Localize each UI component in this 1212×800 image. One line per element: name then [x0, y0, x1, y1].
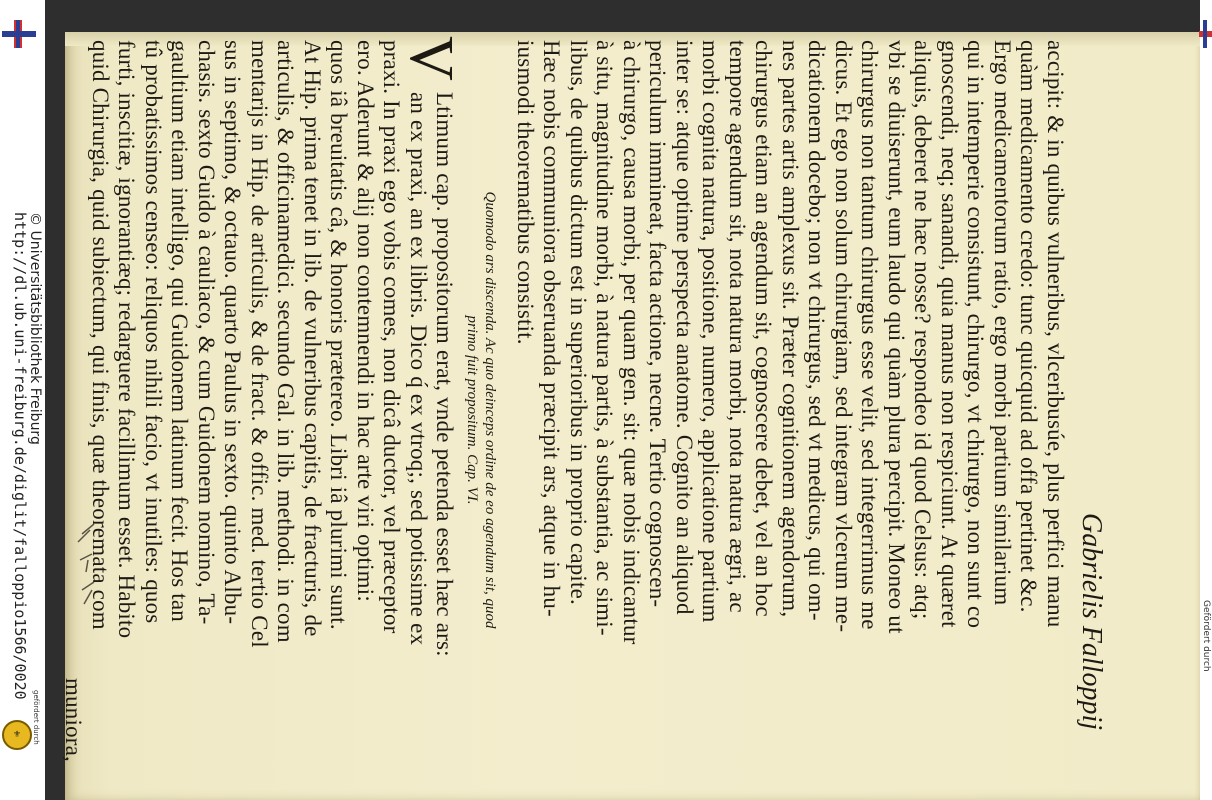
- text-line: furti, inscitiæ, ignorantiæq; redarguere facillimum esset. Habito: [114, 40, 140, 639]
- funding-text: gefördert durch: [32, 690, 40, 745]
- text-line: vbi se diuiserunt, eum laudo qui quàm plura percipit. Moneo ut: [884, 40, 909, 634]
- text-line: dicationem docebo; non vt chirurgus, sed vt medicus, qui om-: [804, 40, 830, 621]
- text-line: tempore agendum sit, nota natura morbi, nota natura ægri, ac: [725, 40, 750, 613]
- text-line: gaultium etiam intelligo, qui Guidonem latinum fecit. Hos tan: [167, 40, 193, 622]
- text-line: tû probatissimos censeo: reliquos nihili facio, vt inutiles: quos: [141, 40, 166, 624]
- text-line: Ergo medicamentorum ratio, ergo morbi partium similarium: [990, 40, 1015, 606]
- paragraph-after: [87, 40, 405, 780]
- text-line: articulis, & officinamedici. secundo Gal. in lib. methodi. in com: [273, 40, 299, 643]
- text-line: iusmodi theorematibus consistit.: [513, 40, 538, 345]
- text-line: à chirurgo, causa morbi, per quam gen. sit: quæ nobis indicantur: [619, 40, 644, 645]
- text-line: morbi cognita natura, positione, numero, applicatione partium: [698, 40, 724, 623]
- right-margin-label: Gefördert durch: [1201, 600, 1211, 672]
- page-text: [60, 36, 1110, 780]
- text-line: mentarijs in Hip. de articulis, & de fract. & offic. med. tertio Cel: [247, 40, 272, 648]
- paragraph-before: [512, 40, 1069, 780]
- chapter-first-line-text: Ltimum cap. propositorum erat, vnde petenda esset hæc ars:: [432, 92, 458, 657]
- drop-capital: V: [397, 36, 466, 81]
- text-line: periculum immineat, facta actione, necne. Tertio cognoscen-: [645, 40, 671, 608]
- page-text-area: [61, 36, 1110, 800]
- text-line: sus in septimo, & octauo. quarto Paulus in sexto. quinto Albu-: [220, 40, 246, 625]
- text-line: ero. Aderunt & alij non contemnendi in hac arte viri optimi:: [353, 40, 378, 602]
- text-line: dicus. Et ego non solum chirurgiam, sed integram vlcerum me-: [831, 40, 856, 633]
- pencil-annotation: [72, 520, 102, 610]
- text-line: quàm medicamento credo: tunc quicquid ad offa pertinet &c.: [1016, 40, 1042, 613]
- copyright-text: © Universitätsbibliothek Freiburg: [27, 212, 43, 445]
- text-line: accipit: & in quibus vulneribus, vlceribusúe, plus perfici manu: [1043, 40, 1068, 628]
- text-line: qui in intemperie consistunt, chirurgo, vt chirurgo, non sunt co: [963, 40, 989, 629]
- text-line: quid Chirurgia, quid subiectum, qui finis, quæ theoremata com: [88, 40, 113, 630]
- flag-icon-right: [1199, 20, 1212, 48]
- text-line: aliquis, deberet ne hæc nosse? respondeo id quod Celsus: atq;: [910, 40, 936, 620]
- text-line: à situ, magnitudine morbi, à natura partis, à substantia, ac simi-: [592, 40, 618, 636]
- text-line: Hæc nobis communiora obseruanda præcipit ars, atque in hu-: [539, 40, 565, 617]
- running-head: Gabrielis Falloppij: [1076, 513, 1107, 730]
- text-line: nes partes artis amplexus sit. Præter cognitionem agendorum,: [778, 40, 803, 618]
- chapter-second-line: an ex praxi, an ex libris. Dico q́ ex vtroq;, sed potissime ex: [406, 92, 431, 646]
- text-line: praxi. In praxi ego vobis comes, non dicâ ductor, vel præceptor: [379, 40, 405, 634]
- permalink-url: [3, 212, 43, 700]
- text-line: chirurgus non tantum chirurgus esse velit, sed integerrimus me: [857, 40, 883, 630]
- text-line: chirurgus etiam an agendum sit, cognoscere debet, vel an hoc: [751, 40, 777, 617]
- dfg-seal-icon: ⚜: [2, 720, 34, 760]
- text-line: quos iâ breuitatis câ, & honoris prætereo. Libri iâ plurimi sunt.: [326, 40, 352, 630]
- catchword: muniora,: [61, 678, 87, 762]
- chapter-subtitle: primo fuit propositum. Cap. VI.: [464, 315, 481, 505]
- right-margin-text: [1200, 600, 1212, 800]
- text-line: libus, de quibus dictum est in superioribus in proprio capite.: [566, 40, 591, 605]
- text-line: chasis. sexto Guido à cauliaco, & cum Guidonem nomino, Ta-: [194, 40, 219, 625]
- text-line: inter se: atque optime perspecta anatome. Cognito an aliquod: [672, 40, 697, 615]
- url-text: http://dl.ub.uni-freiburg.de/diglit/falloppio1566/0020: [11, 212, 29, 700]
- text-line: gnoscendi, neq; sanandi, quia manus non respiciunt. At quæret: [937, 40, 962, 628]
- chapter-title: Quomodo ars discenda. Ac quo deinceps ordine de eo agendum sit, quod: [482, 191, 499, 629]
- flag-icon: [2, 20, 36, 48]
- text-line: At Hip. prima tenet in lib. de vulneribus capitis, de fracturis, de: [300, 40, 325, 637]
